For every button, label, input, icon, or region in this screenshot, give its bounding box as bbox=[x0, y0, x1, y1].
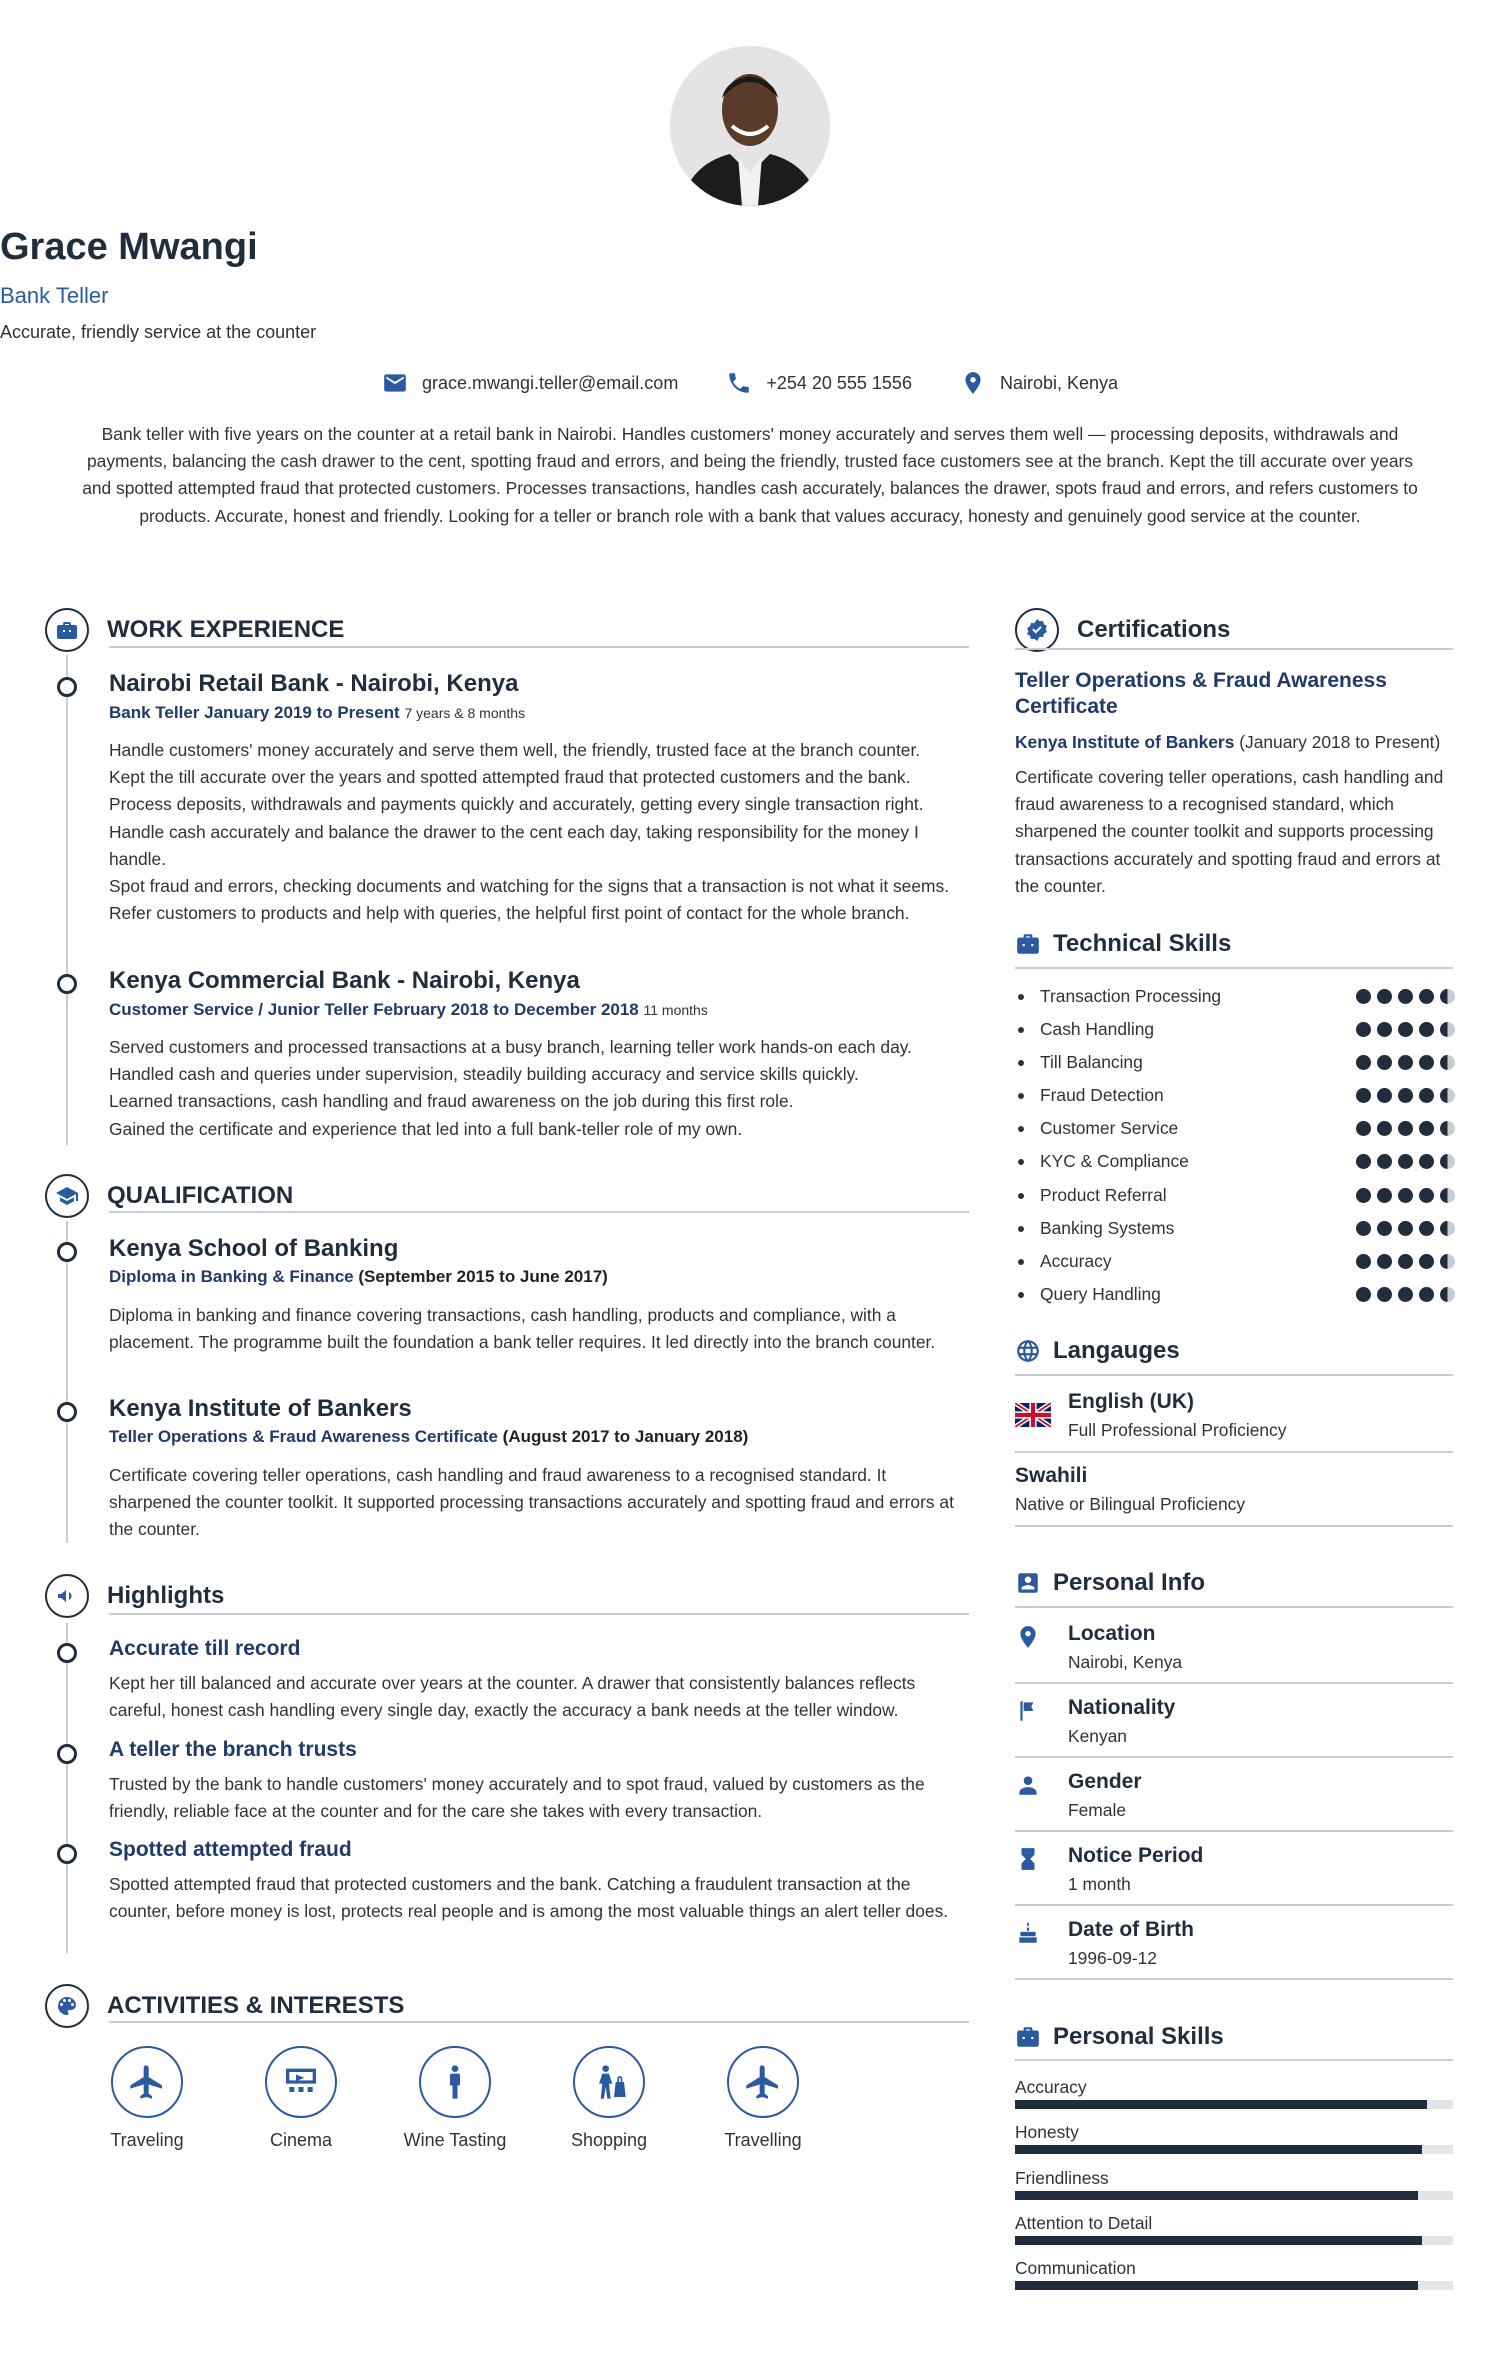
skill-name: Till Balancing bbox=[1040, 1052, 1143, 1072]
personal-skill-fill bbox=[1015, 2191, 1418, 2200]
divider bbox=[109, 2021, 969, 2023]
skill-name: Fraud Detection bbox=[1040, 1085, 1164, 1105]
job-line: Handle customers' money accurately and serve them well, the friendly, trusted face at the branch counter. bbox=[109, 740, 921, 760]
activity-item bbox=[378, 2046, 532, 2151]
divider bbox=[1015, 1756, 1453, 1758]
skill-row bbox=[1040, 1284, 1455, 1305]
certifications-header bbox=[1015, 608, 1230, 652]
avatar bbox=[670, 46, 830, 206]
personal-skill-bar bbox=[1015, 2100, 1453, 2109]
skill-rating bbox=[1356, 989, 1455, 1004]
id-card-icon bbox=[1015, 1570, 1041, 1596]
skill-rating bbox=[1356, 1254, 1455, 1269]
uk-flag-icon bbox=[1015, 1403, 1051, 1427]
degree-dates-text: (August 2017 to January 2018) bbox=[502, 1427, 749, 1446]
info-label: Nationality bbox=[1068, 1696, 1176, 1719]
bullet bbox=[1018, 1027, 1024, 1033]
megaphone-icon bbox=[45, 1574, 89, 1618]
personal-skills-header bbox=[1015, 2023, 1224, 2051]
timeline-dot bbox=[57, 1242, 77, 1262]
timeline-line bbox=[66, 1623, 68, 1953]
timeline-dot bbox=[57, 1402, 77, 1422]
language-name: Swahili bbox=[1015, 1464, 1088, 1487]
location-pin-icon bbox=[1015, 1624, 1041, 1650]
activities-list bbox=[70, 2046, 840, 2151]
school-name: Kenya Institute of Bankers bbox=[109, 1395, 412, 1422]
divider bbox=[1015, 1374, 1453, 1376]
phone-icon bbox=[726, 370, 752, 396]
degree-text: Teller Operations & Fraud Awareness Certificate bbox=[109, 1427, 498, 1446]
skill-name: Accuracy bbox=[1040, 1251, 1112, 1271]
info-label: Gender bbox=[1068, 1770, 1142, 1793]
skill-row bbox=[1040, 1185, 1455, 1206]
activity-label: Cinema bbox=[269, 2130, 333, 2150]
personal-info-header bbox=[1015, 1569, 1205, 1597]
skill-row bbox=[1040, 1251, 1455, 1272]
timeline-dot bbox=[57, 1744, 77, 1764]
languages-header bbox=[1015, 1337, 1180, 1365]
skill-rating bbox=[1356, 1188, 1455, 1203]
info-value: 1996-09-12 bbox=[1068, 1948, 1157, 1968]
verified-badge-icon bbox=[1015, 608, 1059, 652]
skill-row bbox=[1040, 986, 1455, 1007]
skill-row bbox=[1040, 1151, 1455, 1172]
divider bbox=[1015, 1525, 1453, 1527]
info-label: Date of Birth bbox=[1068, 1918, 1194, 1941]
location-pin-icon bbox=[960, 370, 986, 396]
section-title: Technical Skills bbox=[1053, 930, 1232, 957]
job-line: Served customers and processed transactions at a busy branch, learning teller work hands-on each day. bbox=[109, 1037, 912, 1057]
info-label: Location bbox=[1068, 1622, 1156, 1645]
activity-item bbox=[686, 2046, 840, 2151]
divider bbox=[1015, 967, 1453, 969]
skill-name: Product Referral bbox=[1040, 1185, 1167, 1205]
flag-icon bbox=[1015, 1698, 1041, 1724]
personal-skill-fill bbox=[1015, 2145, 1422, 2154]
language-name: English (UK) bbox=[1068, 1390, 1194, 1413]
activity-label: Traveling bbox=[110, 2130, 184, 2150]
skill-name: Query Handling bbox=[1040, 1284, 1161, 1304]
info-value: 1 month bbox=[1068, 1874, 1131, 1894]
globe-icon bbox=[1015, 1338, 1041, 1364]
skill-row bbox=[1040, 1052, 1455, 1073]
employer-name: Kenya Commercial Bank - Nairobi, Kenya bbox=[109, 967, 580, 994]
bullet bbox=[1018, 1292, 1024, 1298]
skill-name: KYC & Compliance bbox=[1040, 1151, 1189, 1171]
section-title: ACTIVITIES & INTERESTS bbox=[107, 1992, 405, 2019]
duration: 7 years & 8 months bbox=[404, 705, 526, 721]
person-icon bbox=[1015, 1772, 1041, 1798]
palette-icon bbox=[45, 1984, 89, 2028]
highlight-description: Trusted by the bank to handle customers' money accurately and to spot fraud, valued by customers as the friendly, reliable face at the counter and for the care she takes with every transaction. bbox=[109, 1774, 925, 1822]
email-text[interactable]: grace.mwangi.teller@email.com bbox=[421, 372, 679, 393]
info-value: Kenyan bbox=[1068, 1726, 1127, 1746]
section-title: WORK EXPERIENCE bbox=[107, 616, 345, 643]
personal-skill-bar bbox=[1015, 2191, 1453, 2200]
degree-dates-text: (September 2015 to June 2017) bbox=[358, 1267, 608, 1286]
job-line: Handle cash accurately and balance the drawer to the cent each day, taking responsibility for the money I handle. bbox=[109, 821, 919, 869]
skill-name: Transaction Processing bbox=[1040, 986, 1222, 1006]
info-label: Notice Period bbox=[1068, 1844, 1204, 1867]
certificate-description: Certificate covering teller operations, cash handling and fraud awareness to a recognised standard, which sharpened the counter toolkit and supports processing transactions accurately and spotting fraud and errors at the counter. bbox=[1015, 767, 1444, 896]
language-level: Native or Bilingual Proficiency bbox=[1015, 1494, 1246, 1514]
bullet bbox=[1018, 1226, 1024, 1232]
skill-rating bbox=[1356, 1154, 1455, 1169]
shopping-icon bbox=[573, 2046, 645, 2118]
personal-skill-fill bbox=[1015, 2281, 1418, 2290]
personal-skill-fill bbox=[1015, 2236, 1422, 2245]
divider bbox=[1015, 2059, 1453, 2061]
briefcase-icon bbox=[45, 608, 89, 652]
language-level: Full Professional Proficiency bbox=[1068, 1420, 1287, 1440]
airplane-icon bbox=[111, 2046, 183, 2118]
skill-name: Banking Systems bbox=[1040, 1218, 1175, 1238]
bullet bbox=[1018, 1126, 1024, 1132]
skill-rating bbox=[1356, 1022, 1455, 1037]
airplane-icon bbox=[727, 2046, 799, 2118]
skill-row bbox=[1040, 1019, 1455, 1040]
divider bbox=[1015, 1830, 1453, 1832]
certificate-name: Teller Operations & Fraud Awareness Certificate bbox=[1015, 669, 1387, 718]
job-description bbox=[109, 737, 969, 927]
certificate-org: Kenya Institute of Bankers bbox=[1015, 732, 1235, 752]
toolbox-icon bbox=[1015, 2024, 1041, 2050]
degree-dates bbox=[109, 1427, 748, 1447]
skill-rating bbox=[1356, 1287, 1455, 1302]
highlight-description: Spotted attempted fraud that protected customers and the bank. Catching a fraudulent transaction at the counter, before money is lost, protects real people and is among the most valuable things an alert teller does. bbox=[109, 1874, 949, 1922]
divider bbox=[109, 1613, 969, 1615]
personal-skill-label: Attention to Detail bbox=[1015, 2213, 1153, 2233]
skill-rating bbox=[1356, 1088, 1455, 1103]
bullet bbox=[1018, 994, 1024, 1000]
divider bbox=[1015, 648, 1453, 650]
duration: 11 months bbox=[643, 1002, 708, 1018]
skill-rating bbox=[1356, 1221, 1455, 1236]
divider bbox=[1015, 1606, 1453, 1608]
personal-skill-label: Communication bbox=[1015, 2258, 1136, 2278]
timeline-line bbox=[66, 1221, 68, 1543]
degree-dates bbox=[109, 1267, 608, 1287]
skill-row bbox=[1040, 1085, 1455, 1106]
highlight-description: Kept her till balanced and accurate over years at the counter. A drawer that consistently balances reflects careful, honest cash handling every single day, exactly the accuracy a bank needs at the teller window. bbox=[109, 1673, 916, 1721]
divider bbox=[1015, 1451, 1453, 1453]
role-text: Bank Teller January 2019 to Present bbox=[109, 703, 400, 722]
job-description bbox=[109, 1034, 969, 1143]
timeline-dot bbox=[57, 974, 77, 994]
bullet bbox=[1018, 1193, 1024, 1199]
certificate-dates: (January 2018 to Present) bbox=[1239, 732, 1441, 752]
contact-bar bbox=[0, 370, 1500, 396]
personal-skill-label: Friendliness bbox=[1015, 2168, 1109, 2188]
divider bbox=[1015, 1904, 1453, 1906]
job-line: Process deposits, withdrawals and payments quickly and accurately, getting every single transaction right. bbox=[109, 794, 924, 815]
divider bbox=[109, 646, 969, 648]
person-standing-icon bbox=[419, 2046, 491, 2118]
personal-skill-label: Honesty bbox=[1015, 2122, 1079, 2142]
timeline-line bbox=[66, 655, 68, 1145]
activity-item bbox=[532, 2046, 686, 2151]
hourglass-icon bbox=[1015, 1846, 1041, 1872]
role-dates bbox=[109, 703, 525, 723]
location-text: Nairobi, Kenya bbox=[999, 372, 1119, 393]
bullet bbox=[1018, 1159, 1024, 1165]
personal-skill-label: Accuracy bbox=[1015, 2077, 1087, 2097]
highlight-title: Spotted attempted fraud bbox=[109, 1838, 352, 1861]
bullet bbox=[1018, 1093, 1024, 1099]
personal-skill-bar bbox=[1015, 2145, 1453, 2154]
highlight-title: Accurate till record bbox=[109, 1637, 301, 1660]
role-dates bbox=[109, 1000, 708, 1020]
personal-skill-fill bbox=[1015, 2100, 1427, 2109]
contact-location bbox=[960, 370, 1118, 396]
timeline-dot bbox=[57, 677, 77, 697]
timeline-dot bbox=[57, 1844, 77, 1864]
personal-skill-bar bbox=[1015, 2236, 1453, 2245]
job-line: Learned transactions, cash handling and fraud awareness on the job during this first role. bbox=[109, 1091, 794, 1112]
job-line: Handled cash and queries under supervision, steadily building accuracy and service skills quickly. bbox=[109, 1064, 859, 1085]
info-value: Female bbox=[1068, 1800, 1126, 1820]
skill-row bbox=[1040, 1218, 1455, 1239]
certificate-org-dates bbox=[1015, 732, 1440, 753]
section-title: Langauges bbox=[1053, 1337, 1180, 1364]
section-title: QUALIFICATION bbox=[107, 1182, 294, 1209]
job-line: Kept the till accurate over the years and spotted attempted fraud that protected customers and the bank. bbox=[109, 767, 911, 788]
highlight-title: A teller the branch trusts bbox=[109, 1738, 357, 1761]
job-line: Gained the certificate and experience that led into a full bank-teller role of my own. bbox=[109, 1118, 743, 1139]
activity-label: Travelling bbox=[724, 2130, 802, 2150]
bullet bbox=[1018, 1259, 1024, 1265]
highlights-header bbox=[45, 1574, 224, 1618]
personal-skill-bar bbox=[1015, 2281, 1453, 2290]
skill-rating bbox=[1356, 1055, 1455, 1070]
section-title: Certifications bbox=[1077, 616, 1231, 643]
divider bbox=[1015, 1682, 1453, 1684]
job-line: Spot fraud and errors, checking documents and watching for the signs that a transaction is not what it seems. bbox=[109, 876, 950, 897]
degree-text: Diploma in Banking & Finance bbox=[109, 1267, 354, 1286]
activity-label: Shopping bbox=[570, 2130, 648, 2150]
info-value: Nairobi, Kenya bbox=[1068, 1652, 1183, 1672]
skill-row bbox=[1040, 1118, 1455, 1139]
activity-item bbox=[224, 2046, 378, 2151]
cinema-icon bbox=[265, 2046, 337, 2118]
qualification-description: Diploma in banking and finance covering transactions, cash handling, products and compliance, with a placement. The programme built the foundation a bank teller requires. It led directly into the branch counter. bbox=[109, 1305, 936, 1353]
qualification-description: Certificate covering teller operations, cash handling and fraud awareness to a recognised standard. It sharpened the counter toolkit. It supported processing transactions accurately and spotting fraud and errors at the counter. bbox=[109, 1465, 954, 1540]
email-icon bbox=[382, 370, 408, 396]
job-title: Bank Teller bbox=[0, 283, 109, 308]
activity-item bbox=[70, 2046, 224, 2151]
skill-name: Customer Service bbox=[1040, 1118, 1179, 1138]
divider bbox=[109, 1211, 969, 1213]
tagline: Accurate, friendly service at the counter bbox=[0, 322, 317, 342]
graduation-cap-icon bbox=[45, 1174, 89, 1218]
section-title: Highlights bbox=[107, 1582, 225, 1609]
section-title: Personal Skills bbox=[1053, 2023, 1224, 2050]
role-text: Customer Service / Junior Teller February 2018 to December 2018 bbox=[109, 1000, 639, 1019]
contact-phone[interactable] bbox=[726, 370, 912, 396]
divider bbox=[1015, 1978, 1453, 1980]
technical-skills-header bbox=[1015, 930, 1231, 958]
employer-name: Nairobi Retail Bank - Nairobi, Kenya bbox=[109, 670, 519, 697]
section-title: Personal Info bbox=[1053, 1569, 1206, 1596]
bullet bbox=[1018, 1060, 1024, 1066]
skill-name: Cash Handling bbox=[1040, 1019, 1155, 1039]
job-line: Refer customers to products and help with queries, the helpful first point of contact for the whole branch. bbox=[109, 903, 910, 924]
timeline-dot bbox=[57, 1643, 77, 1663]
toolbox-icon bbox=[1015, 931, 1041, 957]
skill-rating bbox=[1356, 1121, 1455, 1136]
candidate-name: Grace Mwangi bbox=[0, 226, 258, 268]
contact-email[interactable] bbox=[382, 370, 678, 396]
phone-text[interactable]: +254 20 555 1556 bbox=[766, 372, 912, 393]
activity-label: Wine Tasting bbox=[403, 2130, 507, 2150]
profile-summary: Bank teller with five years on the counter at a retail bank in Nairobi. Handles customers' money accurately and serves them well — processing deposits, withdrawals and payments, balancing the cash drawer to the cent, spotting fraud and errors, and being the friendly, trusted face customers see at the branch. Kept the till accurate over years and spotted attempted fraud that protected customers. Processes transactions, handles cash accurately, balances the drawer, spots fraud and errors, and refers customers to products. Accurate, honest and friendly. Looking for a teller or branch role with a bank that values accuracy, honesty and genuinely good service at the counter. bbox=[82, 424, 1418, 526]
school-name: Kenya School of Banking bbox=[109, 1235, 399, 1262]
cake-icon bbox=[1015, 1920, 1041, 1946]
